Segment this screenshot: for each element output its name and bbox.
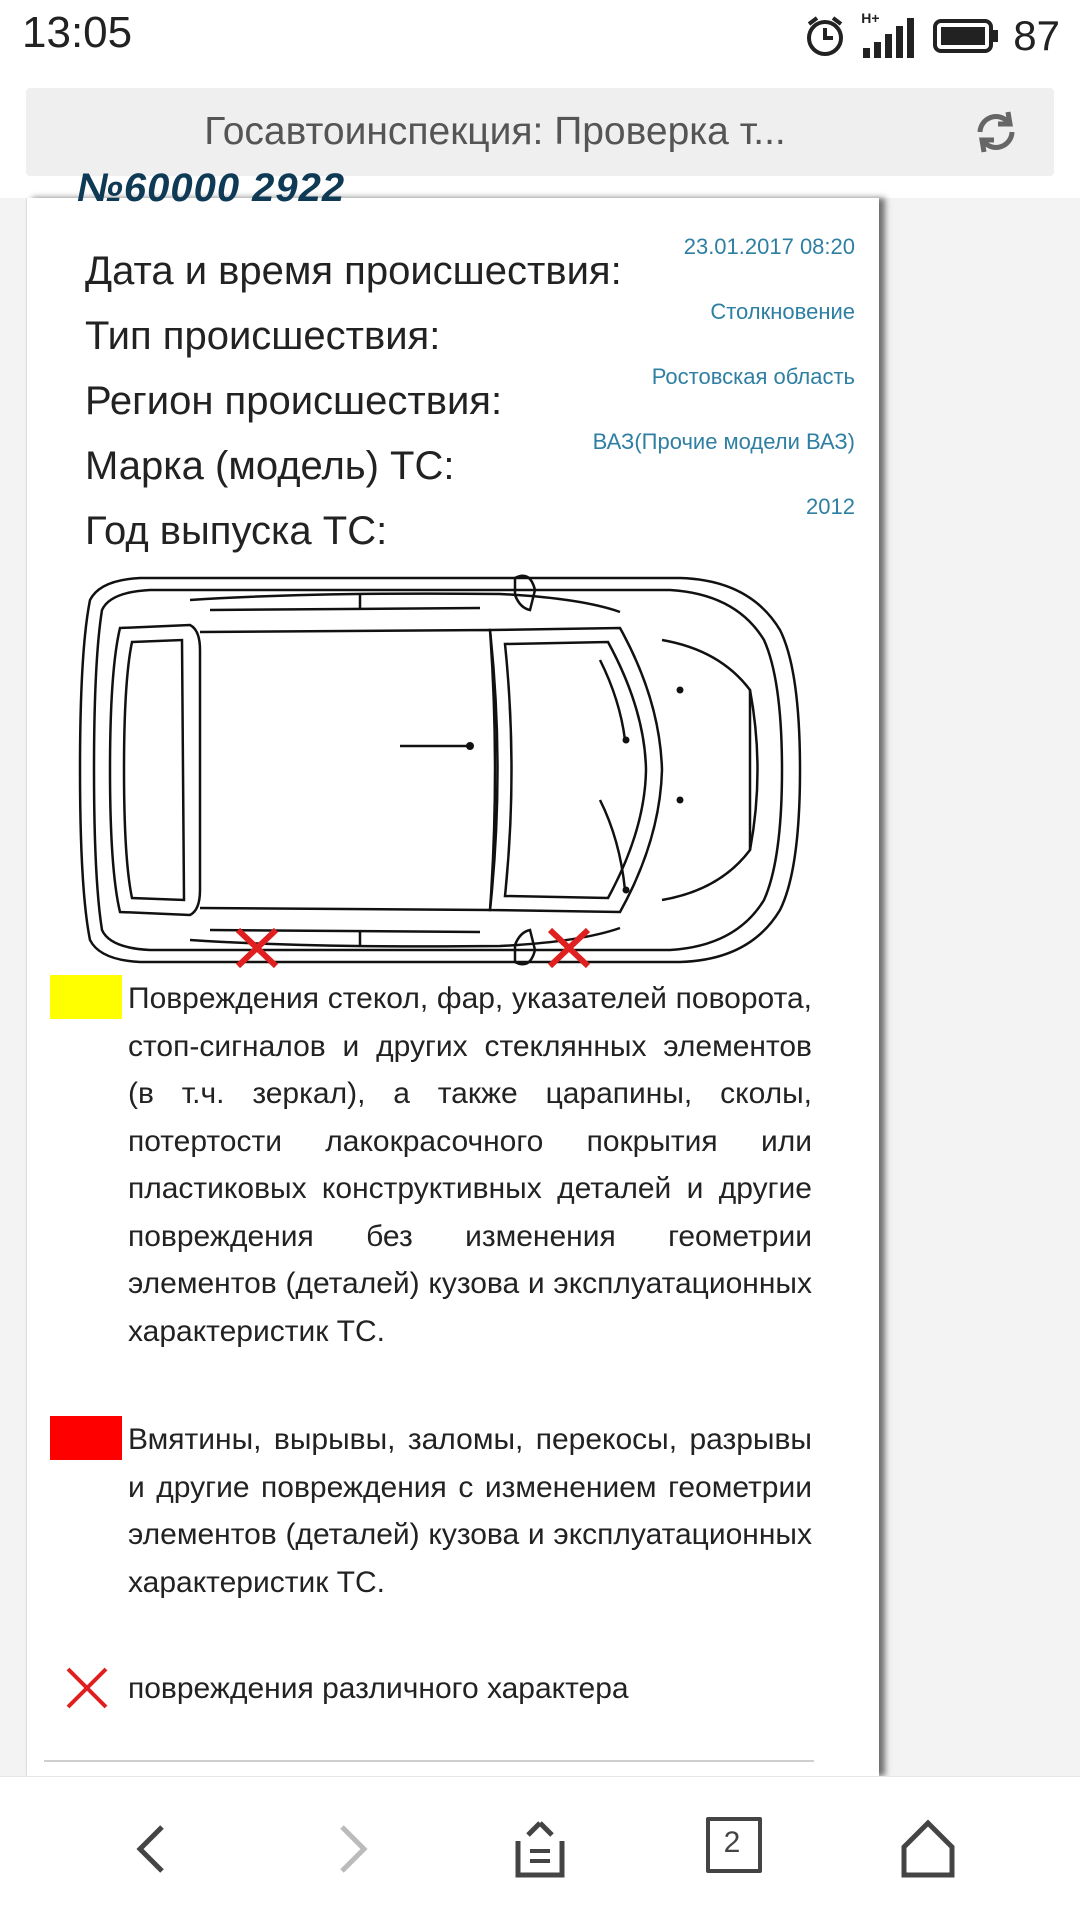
info-row-model — [85, 429, 855, 489]
tab-count: 2 — [723, 1826, 741, 1859]
legend-item-minor-damage — [50, 975, 820, 1415]
info-label: Тип происшествия: — [85, 314, 441, 358]
info-label: Марка (модель) ТС: — [85, 444, 455, 488]
page-title[interactable]: Госавтоинспекция: Проверка т... — [204, 110, 786, 153]
address-bar[interactable] — [26, 88, 1054, 176]
status-time: 13:05 — [22, 8, 133, 57]
reload-icon[interactable] — [972, 108, 1020, 156]
red-swatch — [50, 1416, 122, 1460]
info-row-year — [85, 494, 855, 554]
damage-marker-rear-left — [238, 930, 276, 966]
legend-item-major-damage — [50, 1416, 820, 1616]
info-row-type — [85, 299, 855, 359]
yellow-swatch — [50, 975, 122, 1019]
status-icons — [803, 8, 1060, 64]
share-icon[interactable] — [508, 1817, 572, 1881]
car-damage-diagram — [60, 570, 830, 970]
legend-text: Повреждения стекол, фар, указателей поворота, стоп-сигналов и других стеклянных элементов (в т.ч. зеркал), а также царапины, сколы, потертости лакокрасочного покрытия или пластиковых конструктивных деталей и другие повреждения без изменения геометрии элементов (деталей) кузова и эксплуатационных характеристик ТС. — [128, 982, 812, 1348]
legend-text: повреждения различного характера — [128, 1672, 629, 1705]
status-bar — [0, 0, 1080, 72]
back-icon[interactable] — [122, 1817, 186, 1881]
forward-icon[interactable] — [318, 1817, 382, 1881]
info-value: 23.01.2017 08:20 — [683, 234, 855, 259]
info-row-date — [85, 234, 855, 294]
divider — [44, 1760, 814, 1762]
legend-item-various-damage — [50, 1665, 820, 1725]
info-label: Регион происшествия: — [85, 379, 503, 423]
home-icon[interactable] — [896, 1817, 960, 1881]
battery-icon — [933, 18, 999, 54]
network-label: H+ — [861, 10, 880, 26]
info-value: 2012 — [806, 494, 855, 519]
red-cross-icon — [64, 1665, 110, 1711]
tabs-button[interactable] — [706, 1817, 770, 1881]
info-row-region — [85, 364, 855, 424]
bottom-nav — [0, 1776, 1080, 1921]
info-label: Год выпуска ТС: — [85, 509, 388, 553]
signal-indicator — [861, 10, 919, 58]
info-value: Столкновение — [710, 299, 855, 324]
info-value: Ростовская область — [651, 364, 855, 389]
battery-level: 87 — [1013, 12, 1060, 59]
legend-text: Вмятины, вырывы, заломы, перекосы, разрывы и другие повреждения с изменением геометрии элементов (деталей) кузова и эксплуатационных характеристик ТС. — [128, 1423, 812, 1599]
info-label: Дата и время происшествия: — [85, 249, 622, 293]
alarm-icon — [803, 14, 847, 58]
record-number: №60000 2922 — [77, 166, 346, 210]
damage-marker-front-left — [550, 930, 588, 966]
signal-icon — [861, 14, 919, 58]
info-value: ВАЗ(Прочие модели ВАЗ) — [592, 429, 855, 454]
